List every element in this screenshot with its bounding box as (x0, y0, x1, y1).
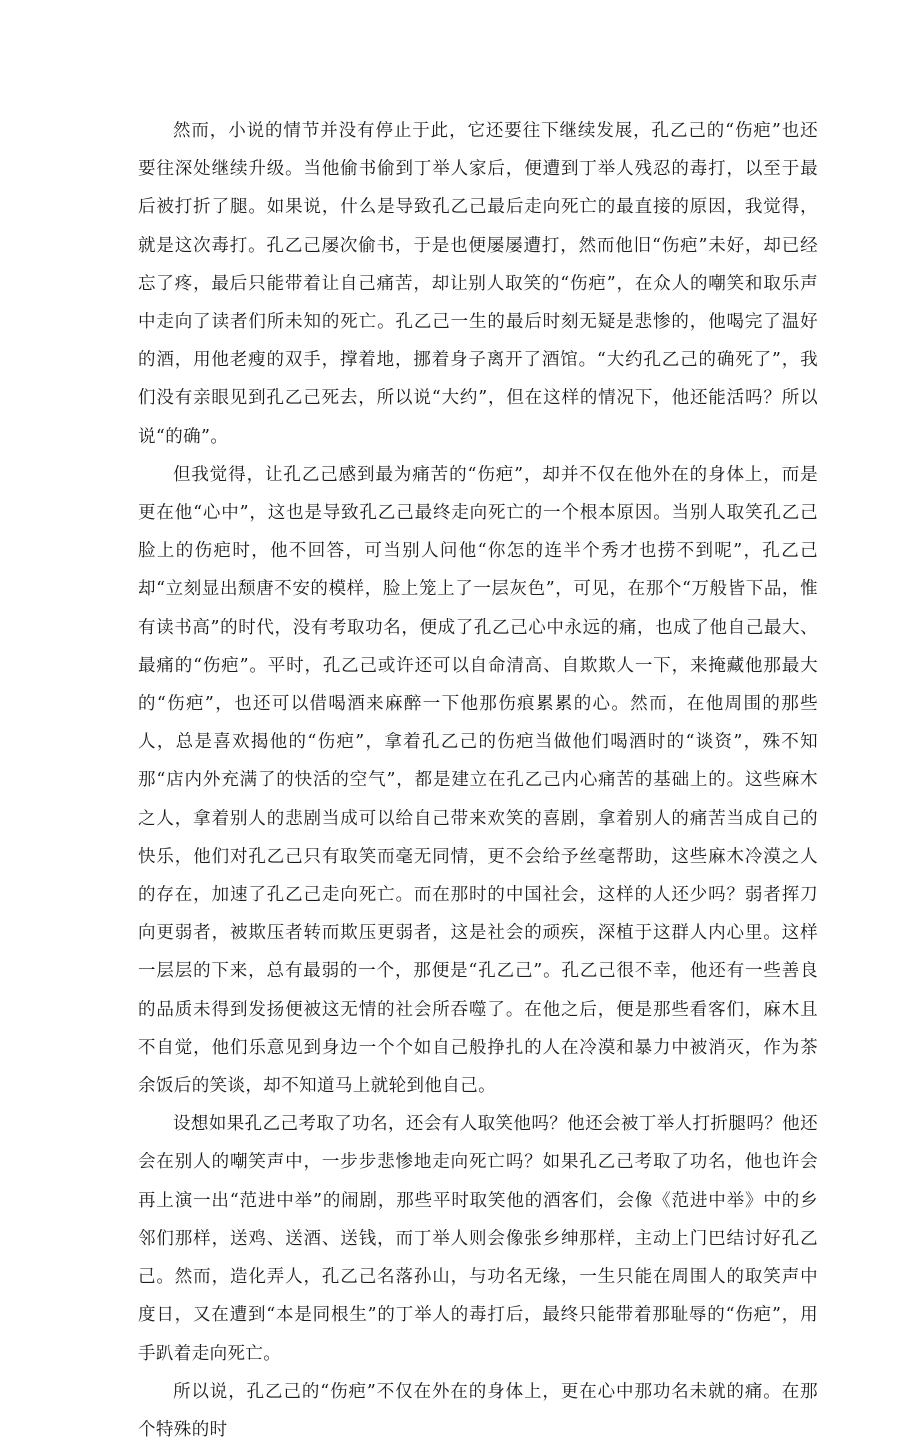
paragraph-2: 但我觉得，让孔乙己感到最为痛苦的“伤疤”，却并不仅在他外在的身体上，而是更在他“心中”，这也是导致孔乙己最终走向死亡的一个根本原因。当别人取笑孔乙己脸上的伤疤时，他不回答，可当别人问他“你怎的连半个秀才也捞不到呢”，孔乙己却“立刻显出颓唐不安的模样，脸上笼上了一层灰色”，可见，在那个“万般皆下品，惟有读书高”的时代，没有考取功名，便成了孔乙己心中永远的痛，也成了他自己最大、最痛的“伤疤”。平时，孔乙己或许还可以自命清高、自欺欺人一下，来掩藏他那最大的“伤疤”，也还可以借喝酒来麻醉一下他那伤痕累累的心。然而，在他周围的那些人，总是喜欢揭他的“伤疤”，拿着孔乙己的伤疤当做他们喝酒时的“谈资”，殊不知那“店内外充满了的快活的空气”，都是建立在孔乙己内心痛苦的基础上的。这些麻木之人，拿着别人的悲剧当成可以给自己带来欢笑的喜剧，拿着别人的痛苦当成自己的快乐，他们对孔乙己只有取笑而毫无同情，更不会给予丝毫帮助，这些麻木冷漠之人的存在，加速了孔乙己走向死亡。而在那时的中国社会，这样的人还少吗？弱者挥刀向更弱者，被欺压者转而欺压更弱者，这是社会的顽疾，深植于这群人内心里。这样一层层的下来，总有最弱的一个，那便是“孔乙己”。孔乙己很不幸，他还有一些善良的品质未得到发扬便被这无情的社会所吞噬了。在他之后，便是那些看客们，麻木且不自觉，他们乐意见到身边一个个如自己般挣扎的人在冷漠和暴力中被消灭，作为茶余饭后的笑谈，却不知道马上就轮到他自己。 (138, 464, 818, 1097)
article-body (138, 112, 818, 1449)
paragraph-3: 设想如果孔乙己考取了功名，还会有人取笑他吗？他还会被丁举人打折腿吗？他还会在别人的嘲笑声中，一步步悲惨地走向死亡吗？如果孔乙己考取了功名，他也许会再上演一出“范进中举”的闹剧，那些平时取笑他的酒客们，会像《范进中举》中的乡邻们那样，送鸡、送酒、送钱，而丁举人则会像张乡绅那样，主动上门巴结讨好孔乙己。然而，造化弄人，孔乙己名落孙山，与功名无缘，一生只能在周围人的取笑声中度日，又在遭到“本是同根生”的丁举人的毒打后，最终只能带着那耻辱的“伤疤”，用手趴着走向死亡。 (138, 1114, 818, 1364)
paragraph-4: 所以说，孔乙己的“伤疤”不仅在外在的身体上，更在心中那功名未就的痛。在那个特殊的时 (138, 1381, 818, 1440)
paragraph-1: 然而，小说的情节并没有停止于此，它还要往下继续发展，孔乙己的“伤疤”也还要往深处继续升级。当他偷书偷到丁举人家后，便遭到丁举人残忍的毒打，以至于最后被打折了腿。如果说，什么是导致孔乙己最后走向死亡的最直接的原因，我觉得，就是这次毒打。孔乙己屡次偷书，于是也便屡屡遭打，然而他旧“伤疤”未好，却已经忘了疼，最后只能带着让自己痛苦，却让别人取笑的“伤疤”，在众人的嘲笑和取乐声中走向了读者们所未知的死亡。孔乙己一生的最后时刻无疑是悲惨的，他喝完了温好的酒，用他老瘦的双手，撑着地，挪着身子离开了酒馆。“大约孔乙己的确死了”，我们没有亲眼见到孔乙己死去，所以说“大约”，但在这样的情况下，他还能活吗？所以说“的确”。 (138, 121, 818, 447)
